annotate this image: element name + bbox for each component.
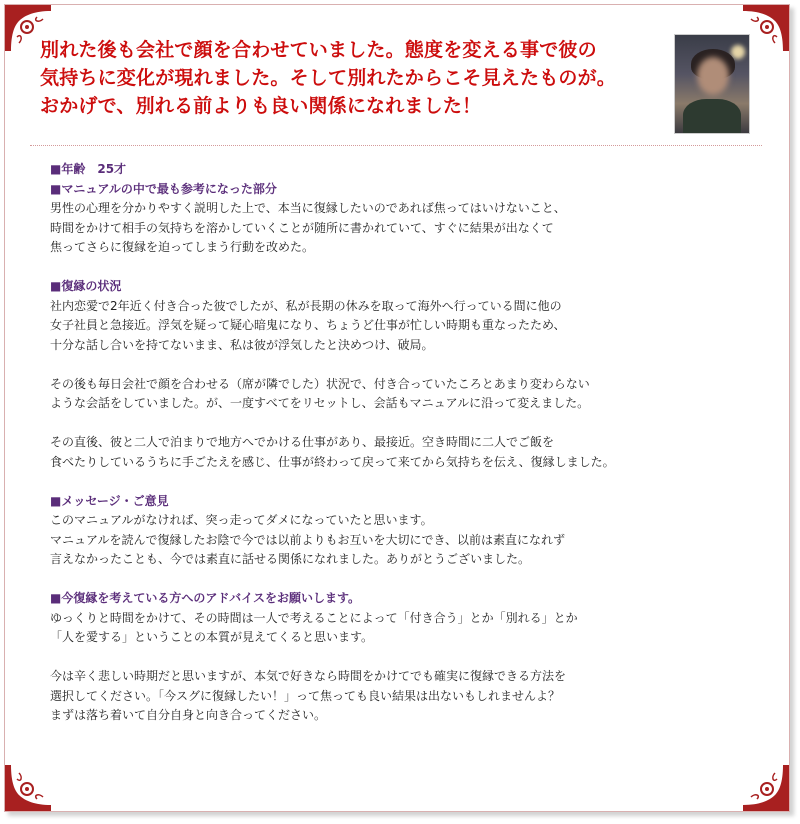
body-line: 選択してください。「今スグに復縁したい！」って焦っても良い結果は出ないもしれませんよ？ bbox=[50, 688, 561, 703]
headline-line: 別れた後も会社で顔を合わせていました。態度を変える事で彼の bbox=[40, 39, 597, 61]
body-line: 十分な話し合いを持てないまま、私は彼が浮気したと決めつけ、破局。 bbox=[50, 337, 434, 352]
body-line: 今は辛く悲しい時期だと思いますが、本気で好きなら時間をかけてでも確実に復縁できる方法を bbox=[50, 669, 567, 683]
section-spacer bbox=[50, 472, 750, 492]
section-spacer bbox=[50, 258, 750, 278]
body-line: 焦ってさらに復縁を迫ってしまう行動を改めた。 bbox=[50, 240, 315, 254]
body-line: マニュアルを読んで復縁したお陰で今では以前よりもお互いを大切にでき、以前は素直になれず bbox=[50, 532, 566, 547]
body-line: まずは落ち着いて自分自身と向き合ってください。 bbox=[50, 708, 327, 722]
section-heading: ■今復縁を考えている方へのアドバイスをお願いします。 bbox=[50, 591, 361, 605]
headline-line: おかげで、別れる前よりも良い関係になれました！ bbox=[40, 95, 482, 117]
section-spacer bbox=[50, 570, 750, 590]
paragraph-spacer bbox=[50, 414, 750, 434]
body-line: 「人を愛する」ということの本質が見えてくると思います。 bbox=[50, 630, 374, 644]
corner-ornament bbox=[743, 765, 789, 811]
dotted-divider bbox=[30, 145, 762, 146]
corner-ornament bbox=[5, 765, 51, 811]
body-line: 男性の心理を分かりやすく説明した上で、本当に復縁したいのであれば焦ってはいけないこと、 bbox=[50, 201, 566, 215]
body-line: その直後、彼と二人で泊まりで地方へでかける仕事があり、最接近。空き時間に二人でご飯を bbox=[50, 435, 555, 449]
body-line: 言えなかったことも、今では素直に話せる関係になれました。ありがとうございました。 bbox=[50, 552, 531, 566]
section-heading: ■年齢 25才 bbox=[50, 162, 127, 176]
body-line: このマニュアルがなければ、突っ走ってダメになっていたと思います。 bbox=[50, 513, 433, 527]
body-line: 女子社員と急接近。浮気を疑って疑心暗鬼になり、ちょうど仕事が忙しい時期も重なったため、 bbox=[50, 318, 566, 332]
testimonial-headline bbox=[40, 36, 680, 120]
body-line: ような会話をしていました。が、一度すべてをリセットし、会話もマニュアルに沿って変えました。 bbox=[50, 396, 590, 410]
body-line: ゆっくりと時間をかけて、その時間は一人で考えることによって「付き合う」とか「別れる」とか bbox=[50, 610, 578, 625]
paragraph-spacer bbox=[50, 648, 750, 668]
body-line: 食べたりしているうちに手ごたえを感じ、仕事が終わって戻って来てから気持ちを伝え、復縁しました。 bbox=[50, 454, 615, 469]
headline-line: 気持ちに変化が現れました。そして別れたからこそ見えたものが。 bbox=[40, 67, 617, 89]
testimonial-body bbox=[50, 160, 750, 726]
body-line: 社内恋愛で2年近く付き合った彼でしたが、私が長期の休みを取って海外へ行っている間に他の bbox=[50, 298, 562, 313]
paragraph-spacer bbox=[50, 355, 750, 375]
section-heading: ■復縁の状況 bbox=[50, 279, 122, 293]
section-heading: ■メッセージ・ご意見 bbox=[50, 493, 169, 508]
body-line: その後も毎日会社で顔を合わせる（席が隣でした）状況で、付き合っていたころとあまり変わらない bbox=[50, 376, 590, 391]
section-heading: ■マニュアルの中で最も参考になった部分 bbox=[50, 181, 277, 196]
body-line: 時間をかけて相手の気持ちを溶かしていくことが随所に書かれていて、すぐに結果が出なくて bbox=[50, 220, 554, 235]
reviewer-photo bbox=[674, 34, 750, 134]
